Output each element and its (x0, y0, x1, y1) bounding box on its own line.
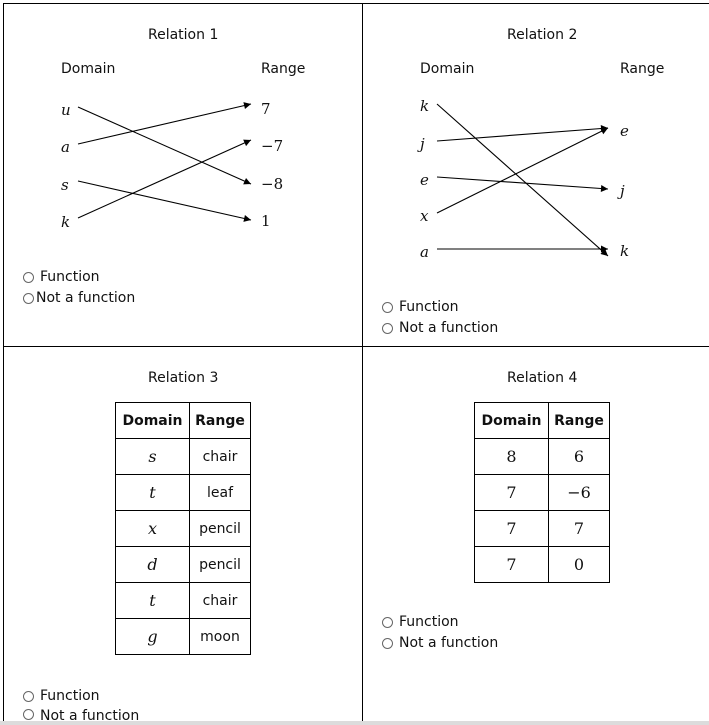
range-cell: moon (190, 619, 251, 655)
relation-2-domain-header: Domain (420, 61, 475, 77)
range-cell: chair (190, 583, 251, 619)
option-label: Function (40, 688, 100, 704)
range-cell: 7 (549, 511, 610, 547)
table-header-row (116, 403, 251, 439)
relation-2-not-function-option[interactable] (382, 318, 498, 338)
radio-button[interactable] (382, 302, 393, 313)
option-label: Not a function (399, 635, 499, 651)
table-row (475, 475, 610, 511)
relation-2-domain-item: x (420, 207, 429, 225)
table-header-row (475, 403, 610, 439)
relation-2-panel (363, 4, 709, 346)
range-column-header: Range (190, 403, 251, 439)
relation-2-domain-item: a (420, 243, 429, 261)
relation-3-title: Relation 3 (148, 370, 219, 386)
range-cell: 6 (549, 439, 610, 475)
domain-cell: 7 (475, 475, 549, 511)
range-cell: −6 (549, 475, 610, 511)
relation-2-title: Relation 2 (507, 27, 578, 43)
radio-button[interactable] (23, 272, 34, 283)
relation-2-domain-item: e (420, 171, 429, 189)
radio-button[interactable] (23, 293, 34, 304)
relation-1-panel (4, 4, 362, 346)
domain-cell: d (116, 547, 190, 583)
range-cell: chair (190, 439, 251, 475)
table-row (116, 439, 251, 475)
relation-1-arrow (78, 107, 251, 184)
domain-cell: 7 (475, 511, 549, 547)
relation-2-arrow (437, 128, 608, 141)
bottom-scroll-strip (0, 721, 709, 725)
relation-3-panel (4, 347, 362, 725)
relation-2-mapping-arrows (363, 4, 709, 346)
relation-2-arrow (437, 177, 608, 189)
domain-cell: 8 (475, 439, 549, 475)
relation-2-range-item: e (620, 122, 629, 140)
option-label: Not a function (399, 320, 499, 336)
domain-cell: t (116, 475, 190, 511)
domain-column-header: Domain (475, 403, 549, 439)
table-row (116, 547, 251, 583)
range-cell: 0 (549, 547, 610, 583)
range-cell: pencil (190, 547, 251, 583)
relation-3-table (115, 402, 251, 655)
relation-1-range-item: 1 (261, 212, 271, 230)
relation-1-function-option[interactable] (23, 267, 100, 287)
domain-cell: s (116, 439, 190, 475)
relation-1-arrow (78, 104, 251, 144)
relation-3-function-option[interactable] (23, 686, 100, 706)
relation-2-range-item: k (620, 242, 630, 260)
table-row (475, 439, 610, 475)
domain-cell: x (116, 511, 190, 547)
relation-2-range-header: Range (620, 61, 665, 77)
domain-cell: g (116, 619, 190, 655)
radio-button[interactable] (382, 638, 393, 649)
range-cell: pencil (190, 511, 251, 547)
table-row (116, 619, 251, 655)
relation-4-panel (363, 347, 709, 725)
relation-2-range-item: j (620, 182, 625, 200)
relation-1-title: Relation 1 (148, 27, 219, 43)
domain-cell: t (116, 583, 190, 619)
relation-1-range-item: 7 (261, 100, 271, 118)
relation-1-domain-item: u (61, 101, 71, 119)
radio-button[interactable] (382, 323, 393, 334)
option-label: Not a function (36, 290, 136, 306)
option-label: Not a function (40, 708, 140, 721)
relation-1-domain-header: Domain (61, 61, 116, 77)
relation-4-not-function-option[interactable] (382, 633, 498, 653)
table-row (475, 547, 610, 583)
option-label: Function (40, 269, 100, 285)
relation-4-function-option[interactable] (382, 612, 459, 632)
option-label: Function (399, 299, 459, 315)
relation-1-range-item: −8 (261, 175, 284, 193)
relation-2-arrow (437, 128, 608, 213)
range-cell: leaf (190, 475, 251, 511)
relation-1-arrow (78, 181, 251, 220)
relation-2-domain-item: k (420, 97, 430, 115)
relation-1-domain-item: s (61, 176, 69, 194)
table-row (116, 475, 251, 511)
radio-button[interactable] (23, 691, 34, 702)
relation-2-domain-item: j (420, 135, 425, 153)
relation-1-range-header: Range (261, 61, 306, 77)
relation-1-arrow (78, 140, 251, 218)
radio-button[interactable] (23, 709, 34, 720)
range-column-header: Range (549, 403, 610, 439)
radio-button[interactable] (382, 617, 393, 628)
relation-1-domain-item: a (61, 138, 70, 156)
relation-1-not-function-option[interactable] (23, 288, 135, 308)
relation-3-not-function-option[interactable] (23, 705, 139, 721)
domain-column-header: Domain (116, 403, 190, 439)
relation-4-title: Relation 4 (507, 370, 578, 386)
option-label: Function (399, 614, 459, 630)
relation-4-table (474, 402, 610, 583)
table-row (116, 511, 251, 547)
relation-1-domain-item: k (61, 213, 71, 231)
domain-cell: 7 (475, 547, 549, 583)
table-row (475, 511, 610, 547)
relation-1-range-item: −7 (261, 137, 284, 155)
relation-2-arrow (437, 104, 608, 256)
table-row (116, 583, 251, 619)
relation-2-function-option[interactable] (382, 297, 459, 317)
